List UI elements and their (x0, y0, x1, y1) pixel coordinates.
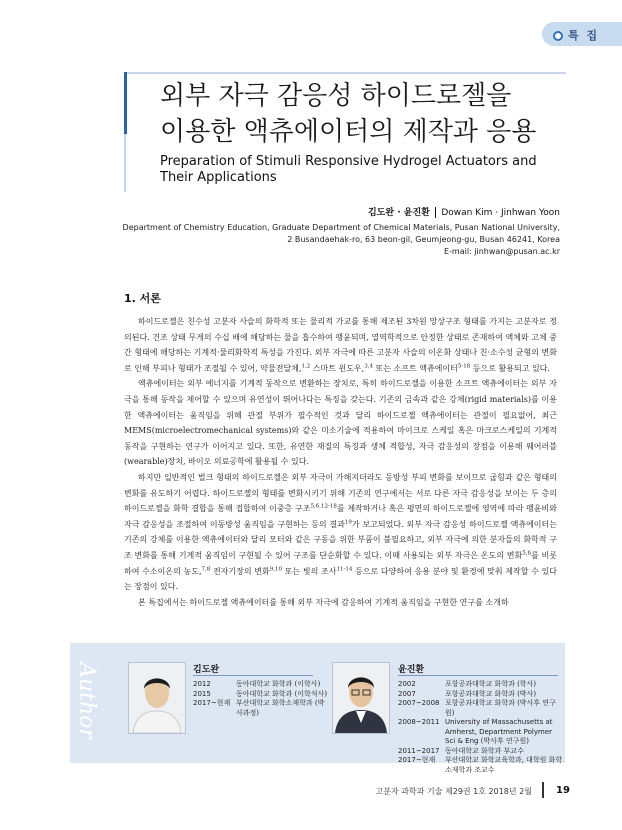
body-text (124, 314, 557, 610)
career-row: 2008~2011 University of Massachusetts at Amherst, Department Polymer Sci & Eng (박사후 연구원) (398, 718, 553, 745)
title-line-1: 외부 자극 감응성 하이드로젤을 (160, 81, 512, 111)
authors-korean: 김도완 · 윤진환 (367, 208, 430, 218)
author-name-kim: 김도완 (193, 665, 220, 675)
author-career-yoon (398, 680, 563, 775)
author-label: Author (73, 662, 99, 739)
career-row: 2007~2008 포항공과대학교 화학과 (박사후 연구원) (398, 699, 556, 717)
author-separator (435, 207, 437, 218)
paragraph-2: 액츄에이터는 외부 에너지를 기계적 동작으로 변환하는 장치로, 특히 하이드로젤을 이용한 소프트 액츄에이터는 외부 자극을 통해 동작을 제어할 수 있으며 유연성이 뛰어나다는 특징을 갖는다. 기존의 금속과 같은 강체(rigid materials)를 이용한 액츄에이터는 움직임을 위해 관절 부위가 필수적인 것과 달리 하이드로젤 액츄에이터는 관절이 필요없어, 최근 MEMS(microelectromechanical systems)와 같은 미소기술에 적용하여 마이크로 스케일 혹은 마크로스케일의 기계적 동작을 구현하는 연구가 이어지고 있다. 또한, 유연한 재질의 특징과 생체 적합성, 자극 감응성의 장점을 이용해 웨어러블(wearable)장치, 바이오 의료공학에 활용될 수 있다. (124, 379, 557, 467)
affiliation-line-1: Department of Chemistry Education, Graduate Department of Chemical Materials, Pusan National University, (122, 223, 560, 232)
paragraph-1: 하이드로젤은 친수성 고분자 사슬의 화학적 또는 물리적 가교를 통해 제조된 3차원 망상구조 형태를 가지는 고분자로 정의된다. 건조 상태 무게의 수십 배에 해당하는 물을 흡수하여 팽윤되며, 열역학적으로 안정한 상태로 존재하여 액체와 고체 중간 형태에 해당하는 기계적·물리화학적 특성을 가진다. 외부 자극에 따른 고분자 사슬의 이온화 상태나 친·소수성 균형의 변화로 인해 부피나 형태가 조절될 수 있어, 약물전달체,$^{1,2}$ 스마트 윈도우,$^{3,4}$ 또는 소프트 액츄에이터$^{5-18}$ 등으로 활용되고 있다. (124, 317, 557, 373)
paragraph-3: 하지만 일반적인 벌크 형태의 하이드로젤은 외부 자극이 가해지더라도 등방성 부피 변화를 보이므로 굽힘과 같은 형태의 변화를 유도하기 어렵다. 하이드로젤의 형태를 변화시키기 위해 기존의 연구에서는 서로 다른 자극 감응성을 보이는 두 층의 하이드로젤을 화학 결합을 통해 접합하여 이중층 구조$^{5,6,12-18}$를 제작하거나 혹은 평면의 하이드로젤에 영역에 따라 팽윤비와 자극 감응성을 조절하여 이동방성 움직임을 구현하는 등의 결과$^{19}$가 보고되었다. 외부 자극 감응성 하이드로젤 액츄에이터는 기존의 강체를 이용한 액츄에이터와 달리 모터와 같은 구동을 위한 부품이 불필요하고, 외부 자극에 의한 분자들의 화학적 구조 변화를 통해 기계적 움직임이 구현될 수 있어 구조를 단순화할 수 있다. 이때 사용되는 외부 자극은 온도의 변화$^{5,6}$를 비롯하여 수소이온의 농도,$^{7,8}$ 전자기장의 변화$^{9,10}$ 또는 빛의 조사$^{11-14}$ 등으로 다양하여 응용 분야 및 환경에 맞춰 제작할 수 있다는 장점이 있다. (124, 472, 558, 592)
section-tab-label: 특 집 (568, 29, 600, 42)
section-heading: 1. 서론 (124, 292, 161, 305)
divider (398, 675, 558, 676)
author-name-yoon: 윤진환 (398, 665, 425, 675)
footer-divider (542, 782, 544, 798)
divider (193, 675, 313, 676)
career-row: 2002 포항공과대학교 화학과 (학사) (398, 680, 537, 688)
career-row: 2017~현재 부산대학교 화학교육학과, 대학원 화학소재학과 조교수 (398, 756, 563, 774)
author-career-kim (193, 680, 328, 718)
author-photo-yoon (332, 662, 390, 734)
career-row: 2017~현재 부산대학교 화학소재학과 (박사과정) (193, 699, 325, 717)
career-row: 2007 포항공과대학교 화학과 (박사) (398, 689, 537, 698)
affiliation-email: E-mail: jinhwan@pusan.ac.kr (443, 247, 560, 256)
career-row: 2011~2017 동아대학교 화학과 부교수 (398, 746, 524, 755)
author-line (368, 205, 560, 218)
career-row: 2012 동아대학교 화학과 (이학사) (193, 680, 321, 688)
paragraph-4: 본 특집에서는 하이드로젤 액츄에이터를 통해 외부 자극에 감응하여 기계적 움직임을 구현한 연구를 소개하 (138, 597, 509, 607)
affiliation-line-2: 2 Busandaehak-ro, 63 beon-gil, Geumjeong-gu, Busan 46241, Korea (287, 235, 560, 244)
affiliation (120, 222, 560, 258)
journal-footer: 고분자 과학과 기술 제29권 1호 2018년 2월 (375, 787, 532, 796)
page-number: 19 (556, 785, 570, 796)
authors-english: Dowan Kim · Jinhwan Yoon (441, 208, 560, 218)
title-accent-bar (124, 72, 127, 134)
career-row: 2015 동아대학교 화학과 (이학석사) (193, 689, 328, 698)
article-title-korean (160, 78, 536, 150)
author-photo-kim (128, 662, 186, 734)
title-line-2: 이용한 액츄에이터의 제작과 응용 (160, 117, 537, 147)
article-title-english: Preparation of Stimuli Responsive Hydrogel Actuators and Their Applications (160, 154, 537, 185)
circle-bullet-icon (553, 31, 563, 41)
